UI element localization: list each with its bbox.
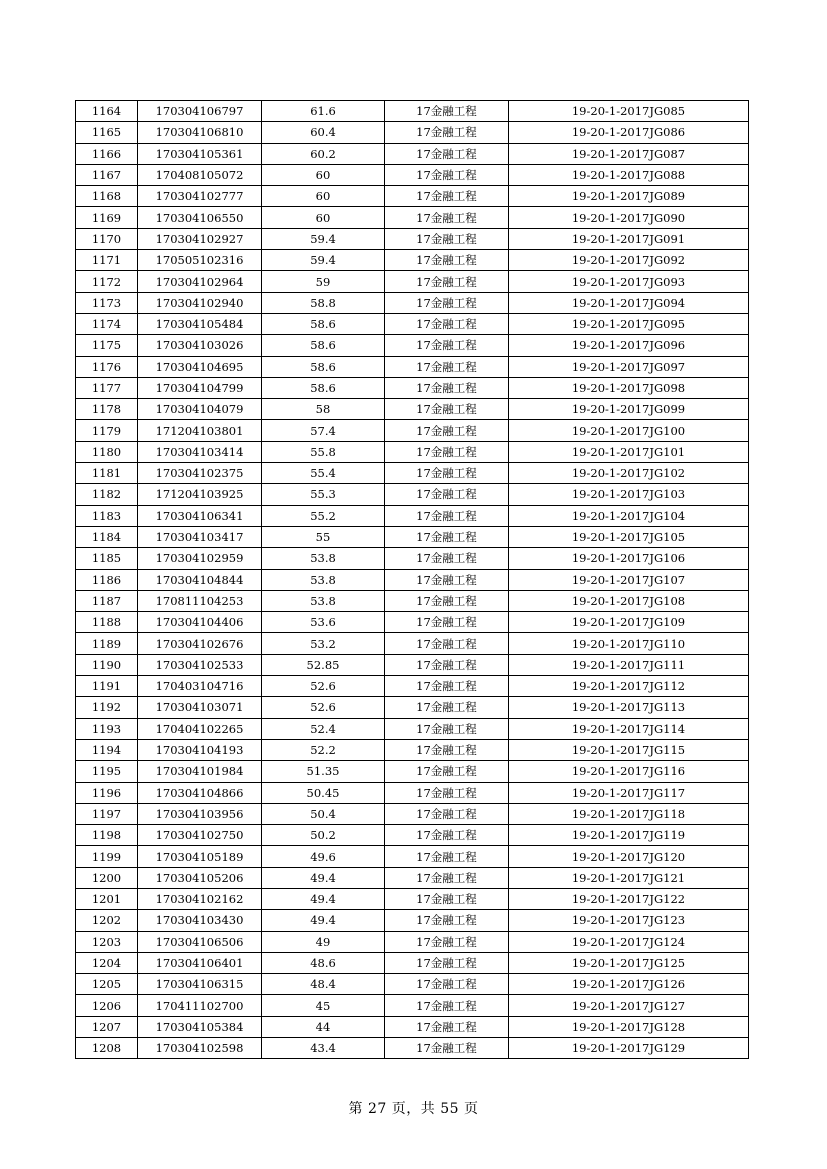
record-code-cell: 19-20-1-2017JG127 xyxy=(509,995,749,1016)
student-id-cell: 170304104079 xyxy=(138,399,262,420)
record-code-cell: 19-20-1-2017JG110 xyxy=(509,633,749,654)
page-number: 第 27 页，共 55 页 xyxy=(348,1101,479,1117)
student-id-cell: 170304102959 xyxy=(138,548,262,569)
score-cell: 59.4 xyxy=(262,228,385,249)
record-code-cell: 19-20-1-2017JG085 xyxy=(509,101,749,122)
table-row xyxy=(76,910,749,931)
table-row xyxy=(76,164,749,185)
major-cell: 17金融工程 xyxy=(385,569,509,590)
major-cell: 17金融工程 xyxy=(385,186,509,207)
serial-number-cell: 1164 xyxy=(76,101,138,122)
student-id-cell: 170304103430 xyxy=(138,910,262,931)
student-id-cell: 170304104695 xyxy=(138,356,262,377)
major-cell: 17金融工程 xyxy=(385,910,509,931)
table-row xyxy=(76,399,749,420)
serial-number-cell: 1172 xyxy=(76,271,138,292)
record-code-cell: 19-20-1-2017JG096 xyxy=(509,335,749,356)
record-code-cell: 19-20-1-2017JG120 xyxy=(509,846,749,867)
student-id-cell: 170304103071 xyxy=(138,697,262,718)
student-id-cell: 170304104844 xyxy=(138,569,262,590)
serial-number-cell: 1170 xyxy=(76,228,138,249)
record-code-cell: 19-20-1-2017JG126 xyxy=(509,974,749,995)
table-row xyxy=(76,526,749,547)
score-cell: 61.6 xyxy=(262,101,385,122)
serial-number-cell: 1176 xyxy=(76,356,138,377)
serial-number-cell: 1187 xyxy=(76,590,138,611)
serial-number-cell: 1193 xyxy=(76,718,138,739)
table-row xyxy=(76,548,749,569)
record-code-cell: 19-20-1-2017JG087 xyxy=(509,143,749,164)
student-id-cell: 171204103801 xyxy=(138,420,262,441)
serial-number-cell: 1191 xyxy=(76,676,138,697)
score-cell: 55.3 xyxy=(262,484,385,505)
score-cell: 58.6 xyxy=(262,377,385,398)
table-row xyxy=(76,207,749,228)
serial-number-cell: 1188 xyxy=(76,612,138,633)
major-cell: 17金融工程 xyxy=(385,761,509,782)
record-code-cell: 19-20-1-2017JG119 xyxy=(509,825,749,846)
student-id-cell: 170304102964 xyxy=(138,271,262,292)
student-id-cell: 170304102750 xyxy=(138,825,262,846)
student-id-cell: 170304102777 xyxy=(138,186,262,207)
student-id-cell: 170304106797 xyxy=(138,101,262,122)
table-row xyxy=(76,739,749,760)
major-cell: 17金融工程 xyxy=(385,335,509,356)
record-code-cell: 19-20-1-2017JG086 xyxy=(509,122,749,143)
student-id-cell: 170304102375 xyxy=(138,463,262,484)
table-row xyxy=(76,612,749,633)
serial-number-cell: 1201 xyxy=(76,888,138,909)
serial-number-cell: 1184 xyxy=(76,526,138,547)
table-row xyxy=(76,101,749,122)
table-row xyxy=(76,313,749,334)
record-code-cell: 19-20-1-2017JG105 xyxy=(509,526,749,547)
serial-number-cell: 1167 xyxy=(76,164,138,185)
major-cell: 17金融工程 xyxy=(385,633,509,654)
table-row xyxy=(76,441,749,462)
record-code-cell: 19-20-1-2017JG108 xyxy=(509,590,749,611)
major-cell: 17金融工程 xyxy=(385,739,509,760)
record-code-cell: 19-20-1-2017JG129 xyxy=(509,1038,749,1059)
serial-number-cell: 1204 xyxy=(76,952,138,973)
record-code-cell: 19-20-1-2017JG109 xyxy=(509,612,749,633)
serial-number-cell: 1177 xyxy=(76,377,138,398)
record-code-cell: 19-20-1-2017JG103 xyxy=(509,484,749,505)
record-code-cell: 19-20-1-2017JG111 xyxy=(509,654,749,675)
table-body xyxy=(76,101,749,1059)
major-cell: 17金融工程 xyxy=(385,377,509,398)
student-id-cell: 170304103414 xyxy=(138,441,262,462)
table-row xyxy=(76,633,749,654)
record-code-cell: 19-20-1-2017JG106 xyxy=(509,548,749,569)
table-row xyxy=(76,463,749,484)
major-cell: 17金融工程 xyxy=(385,952,509,973)
table-row xyxy=(76,867,749,888)
student-id-cell: 170304105384 xyxy=(138,1016,262,1037)
score-cell: 60 xyxy=(262,207,385,228)
student-id-cell: 170304102162 xyxy=(138,888,262,909)
serial-number-cell: 1166 xyxy=(76,143,138,164)
major-cell: 17金融工程 xyxy=(385,526,509,547)
major-cell: 17金融工程 xyxy=(385,974,509,995)
serial-number-cell: 1207 xyxy=(76,1016,138,1037)
score-cell: 53.2 xyxy=(262,633,385,654)
student-id-cell: 170304102533 xyxy=(138,654,262,675)
record-code-cell: 19-20-1-2017JG112 xyxy=(509,676,749,697)
student-id-cell: 170304106550 xyxy=(138,207,262,228)
student-id-cell: 170304101984 xyxy=(138,761,262,782)
record-code-cell: 19-20-1-2017JG104 xyxy=(509,505,749,526)
serial-number-cell: 1173 xyxy=(76,292,138,313)
score-cell: 48.6 xyxy=(262,952,385,973)
major-cell: 17金融工程 xyxy=(385,782,509,803)
student-id-cell: 170304103956 xyxy=(138,803,262,824)
record-code-cell: 19-20-1-2017JG100 xyxy=(509,420,749,441)
major-cell: 17金融工程 xyxy=(385,1016,509,1037)
table-row xyxy=(76,697,749,718)
score-cell: 52.6 xyxy=(262,676,385,697)
score-cell: 60 xyxy=(262,186,385,207)
serial-number-cell: 1206 xyxy=(76,995,138,1016)
major-cell: 17金融工程 xyxy=(385,399,509,420)
record-code-cell: 19-20-1-2017JG128 xyxy=(509,1016,749,1037)
record-code-cell: 19-20-1-2017JG122 xyxy=(509,888,749,909)
table-row xyxy=(76,505,749,526)
score-table xyxy=(75,100,749,1059)
score-cell: 49 xyxy=(262,931,385,952)
table-row xyxy=(76,803,749,824)
record-code-cell: 19-20-1-2017JG089 xyxy=(509,186,749,207)
major-cell: 17金融工程 xyxy=(385,867,509,888)
serial-number-cell: 1179 xyxy=(76,420,138,441)
serial-number-cell: 1171 xyxy=(76,250,138,271)
record-code-cell: 19-20-1-2017JG097 xyxy=(509,356,749,377)
table-row xyxy=(76,761,749,782)
serial-number-cell: 1190 xyxy=(76,654,138,675)
student-id-cell: 170304106401 xyxy=(138,952,262,973)
student-id-cell: 170811104253 xyxy=(138,590,262,611)
student-id-cell: 170304106506 xyxy=(138,931,262,952)
table-row xyxy=(76,888,749,909)
major-cell: 17金融工程 xyxy=(385,271,509,292)
student-id-cell: 170505102316 xyxy=(138,250,262,271)
score-cell: 55 xyxy=(262,526,385,547)
table-row xyxy=(76,931,749,952)
serial-number-cell: 1186 xyxy=(76,569,138,590)
table-row xyxy=(76,1016,749,1037)
table-row xyxy=(76,420,749,441)
score-cell: 50.45 xyxy=(262,782,385,803)
record-code-cell: 19-20-1-2017JG093 xyxy=(509,271,749,292)
serial-number-cell: 1180 xyxy=(76,441,138,462)
score-cell: 51.35 xyxy=(262,761,385,782)
record-code-cell: 19-20-1-2017JG107 xyxy=(509,569,749,590)
score-cell: 58.8 xyxy=(262,292,385,313)
score-cell: 58 xyxy=(262,399,385,420)
serial-number-cell: 1181 xyxy=(76,463,138,484)
record-code-cell: 19-20-1-2017JG117 xyxy=(509,782,749,803)
score-cell: 45 xyxy=(262,995,385,1016)
table-row xyxy=(76,292,749,313)
record-code-cell: 19-20-1-2017JG115 xyxy=(509,739,749,760)
major-cell: 17金融工程 xyxy=(385,228,509,249)
record-code-cell: 19-20-1-2017JG099 xyxy=(509,399,749,420)
serial-number-cell: 1194 xyxy=(76,739,138,760)
major-cell: 17金融工程 xyxy=(385,441,509,462)
serial-number-cell: 1183 xyxy=(76,505,138,526)
table-row xyxy=(76,569,749,590)
table-row xyxy=(76,271,749,292)
major-cell: 17金融工程 xyxy=(385,420,509,441)
score-cell: 60 xyxy=(262,164,385,185)
table-row xyxy=(76,718,749,739)
serial-number-cell: 1200 xyxy=(76,867,138,888)
score-cell: 59.4 xyxy=(262,250,385,271)
student-id-cell: 170404102265 xyxy=(138,718,262,739)
major-cell: 17金融工程 xyxy=(385,313,509,334)
student-id-cell: 170304105206 xyxy=(138,867,262,888)
serial-number-cell: 1175 xyxy=(76,335,138,356)
major-cell: 17金融工程 xyxy=(385,356,509,377)
score-cell: 49.4 xyxy=(262,867,385,888)
score-cell: 58.6 xyxy=(262,335,385,356)
major-cell: 17金融工程 xyxy=(385,1038,509,1059)
serial-number-cell: 1196 xyxy=(76,782,138,803)
score-cell: 52.2 xyxy=(262,739,385,760)
table-row xyxy=(76,377,749,398)
score-cell: 49.6 xyxy=(262,846,385,867)
record-code-cell: 19-20-1-2017JG125 xyxy=(509,952,749,973)
record-code-cell: 19-20-1-2017JG102 xyxy=(509,463,749,484)
serial-number-cell: 1205 xyxy=(76,974,138,995)
major-cell: 17金融工程 xyxy=(385,697,509,718)
score-cell: 50.2 xyxy=(262,825,385,846)
major-cell: 17金融工程 xyxy=(385,654,509,675)
major-cell: 17金融工程 xyxy=(385,590,509,611)
score-cell: 53.8 xyxy=(262,590,385,611)
major-cell: 17金融工程 xyxy=(385,164,509,185)
table-row xyxy=(76,356,749,377)
serial-number-cell: 1185 xyxy=(76,548,138,569)
major-cell: 17金融工程 xyxy=(385,463,509,484)
table-row xyxy=(76,952,749,973)
major-cell: 17金融工程 xyxy=(385,292,509,313)
table-row xyxy=(76,590,749,611)
score-cell: 57.4 xyxy=(262,420,385,441)
record-code-cell: 19-20-1-2017JG118 xyxy=(509,803,749,824)
student-id-cell: 170304105361 xyxy=(138,143,262,164)
table-row xyxy=(76,335,749,356)
serial-number-cell: 1169 xyxy=(76,207,138,228)
record-code-cell: 19-20-1-2017JG124 xyxy=(509,931,749,952)
table-row xyxy=(76,825,749,846)
student-id-cell: 170304102940 xyxy=(138,292,262,313)
major-cell: 17金融工程 xyxy=(385,143,509,164)
table-row xyxy=(76,228,749,249)
score-cell: 44 xyxy=(262,1016,385,1037)
record-code-cell: 19-20-1-2017JG092 xyxy=(509,250,749,271)
table-row xyxy=(76,1038,749,1059)
major-cell: 17金融工程 xyxy=(385,101,509,122)
major-cell: 17金融工程 xyxy=(385,931,509,952)
score-cell: 55.2 xyxy=(262,505,385,526)
score-cell: 58.6 xyxy=(262,313,385,334)
student-id-cell: 170304104866 xyxy=(138,782,262,803)
major-cell: 17金融工程 xyxy=(385,484,509,505)
record-code-cell: 19-20-1-2017JG116 xyxy=(509,761,749,782)
record-code-cell: 19-20-1-2017JG121 xyxy=(509,867,749,888)
score-cell: 43.4 xyxy=(262,1038,385,1059)
record-code-cell: 19-20-1-2017JG091 xyxy=(509,228,749,249)
major-cell: 17金融工程 xyxy=(385,612,509,633)
score-cell: 52.4 xyxy=(262,718,385,739)
student-id-cell: 170408105072 xyxy=(138,164,262,185)
table-row xyxy=(76,782,749,803)
major-cell: 17金融工程 xyxy=(385,995,509,1016)
serial-number-cell: 1192 xyxy=(76,697,138,718)
student-id-cell: 170304103026 xyxy=(138,335,262,356)
student-id-cell: 170304106315 xyxy=(138,974,262,995)
serial-number-cell: 1202 xyxy=(76,910,138,931)
major-cell: 17金融工程 xyxy=(385,676,509,697)
serial-number-cell: 1203 xyxy=(76,931,138,952)
table-row xyxy=(76,484,749,505)
serial-number-cell: 1197 xyxy=(76,803,138,824)
serial-number-cell: 1178 xyxy=(76,399,138,420)
student-id-cell: 170411102700 xyxy=(138,995,262,1016)
table-row xyxy=(76,186,749,207)
serial-number-cell: 1198 xyxy=(76,825,138,846)
score-cell: 60.2 xyxy=(262,143,385,164)
major-cell: 17金融工程 xyxy=(385,846,509,867)
major-cell: 17金融工程 xyxy=(385,250,509,271)
major-cell: 17金融工程 xyxy=(385,718,509,739)
student-id-cell: 170304105189 xyxy=(138,846,262,867)
student-id-cell: 171204103925 xyxy=(138,484,262,505)
score-cell: 58.6 xyxy=(262,356,385,377)
record-code-cell: 19-20-1-2017JG095 xyxy=(509,313,749,334)
serial-number-cell: 1168 xyxy=(76,186,138,207)
serial-number-cell: 1165 xyxy=(76,122,138,143)
table-row xyxy=(76,143,749,164)
score-cell: 50.4 xyxy=(262,803,385,824)
record-code-cell: 19-20-1-2017JG094 xyxy=(509,292,749,313)
student-id-cell: 170304104799 xyxy=(138,377,262,398)
table-row xyxy=(76,676,749,697)
serial-number-cell: 1195 xyxy=(76,761,138,782)
score-cell: 55.8 xyxy=(262,441,385,462)
serial-number-cell: 1199 xyxy=(76,846,138,867)
major-cell: 17金融工程 xyxy=(385,207,509,228)
record-code-cell: 19-20-1-2017JG113 xyxy=(509,697,749,718)
student-id-cell: 170304103417 xyxy=(138,526,262,547)
record-code-cell: 19-20-1-2017JG098 xyxy=(509,377,749,398)
table-row xyxy=(76,846,749,867)
score-cell: 49.4 xyxy=(262,888,385,909)
table-row xyxy=(76,974,749,995)
student-id-cell: 170304106341 xyxy=(138,505,262,526)
major-cell: 17金融工程 xyxy=(385,803,509,824)
record-code-cell: 19-20-1-2017JG123 xyxy=(509,910,749,931)
major-cell: 17金融工程 xyxy=(385,505,509,526)
major-cell: 17金融工程 xyxy=(385,548,509,569)
table-row xyxy=(76,654,749,675)
student-id-cell: 170304102598 xyxy=(138,1038,262,1059)
student-id-cell: 170304106810 xyxy=(138,122,262,143)
table-row xyxy=(76,995,749,1016)
record-code-cell: 19-20-1-2017JG090 xyxy=(509,207,749,228)
major-cell: 17金融工程 xyxy=(385,122,509,143)
student-id-cell: 170304104193 xyxy=(138,739,262,760)
student-id-cell: 170403104716 xyxy=(138,676,262,697)
score-cell: 60.4 xyxy=(262,122,385,143)
score-cell: 53.6 xyxy=(262,612,385,633)
score-cell: 53.8 xyxy=(262,569,385,590)
score-cell: 48.4 xyxy=(262,974,385,995)
table-row xyxy=(76,250,749,271)
score-table-container xyxy=(75,100,748,1059)
record-code-cell: 19-20-1-2017JG088 xyxy=(509,164,749,185)
score-cell: 52.6 xyxy=(262,697,385,718)
table-row xyxy=(76,122,749,143)
major-cell: 17金融工程 xyxy=(385,825,509,846)
student-id-cell: 170304104406 xyxy=(138,612,262,633)
major-cell: 17金融工程 xyxy=(385,888,509,909)
serial-number-cell: 1174 xyxy=(76,313,138,334)
student-id-cell: 170304102927 xyxy=(138,228,262,249)
record-code-cell: 19-20-1-2017JG114 xyxy=(509,718,749,739)
serial-number-cell: 1208 xyxy=(76,1038,138,1059)
student-id-cell: 170304105484 xyxy=(138,313,262,334)
record-code-cell: 19-20-1-2017JG101 xyxy=(509,441,749,462)
score-cell: 49.4 xyxy=(262,910,385,931)
serial-number-cell: 1182 xyxy=(76,484,138,505)
student-id-cell: 170304102676 xyxy=(138,633,262,654)
score-cell: 59 xyxy=(262,271,385,292)
score-cell: 55.4 xyxy=(262,463,385,484)
score-cell: 52.85 xyxy=(262,654,385,675)
score-cell: 53.8 xyxy=(262,548,385,569)
serial-number-cell: 1189 xyxy=(76,633,138,654)
